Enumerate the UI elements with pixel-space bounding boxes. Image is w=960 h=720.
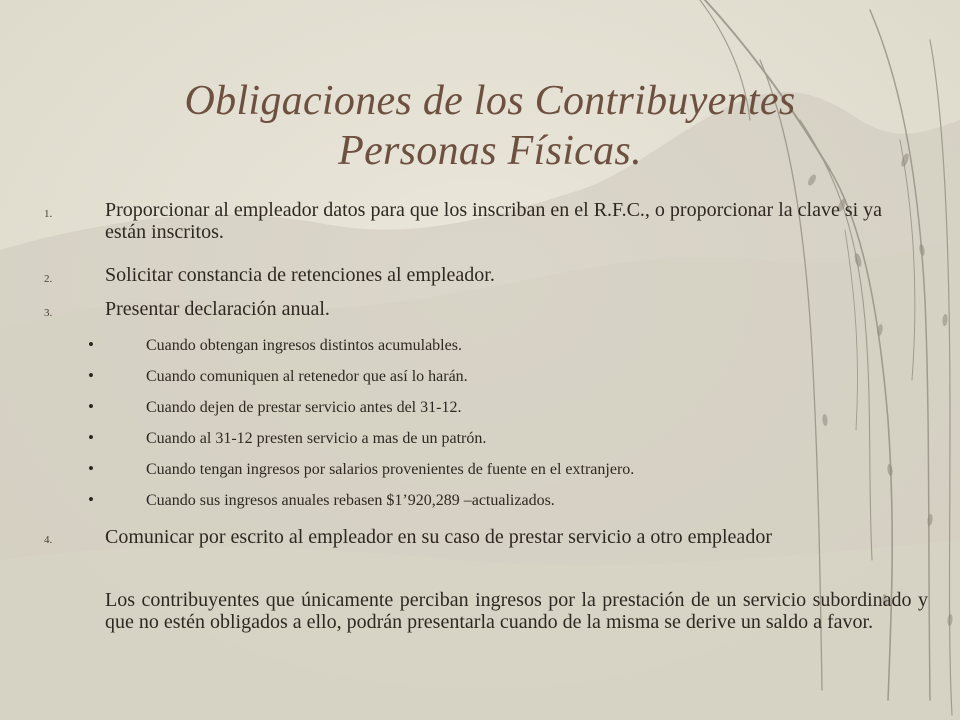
bullet-icon: • xyxy=(88,490,94,509)
list-item-text: Comunicar por escrito al empleador en su caso de prestar servicio a otro empleador xyxy=(105,526,772,548)
title-line-1: Obligaciones de los Contribuyentes xyxy=(184,78,796,124)
list-item-text: Proporcionar al empleador datos para que los inscriban en el R.F.C., o proporcionar la clave si ya están inscritos. xyxy=(105,199,883,243)
list-number: 4. xyxy=(44,534,53,546)
bullet-icon: • xyxy=(88,459,94,478)
sub-item-text: Cuando obtengan ingresos distintos acumulables. xyxy=(146,337,462,354)
closing-paragraph: Los contribuyentes que únicamente perciban ingresos por la prestación de un servicio subordinado y que no estén obligados a ello, podrán presentarla cuando de la misma se derive un saldo a favor. xyxy=(105,589,928,633)
bullet-icon: • xyxy=(88,428,94,447)
list-number: 3. xyxy=(44,307,53,319)
sub-item-text: Cuando dejen de prestar servicio antes del 31-12. xyxy=(146,399,462,416)
list-number: 2. xyxy=(44,273,53,285)
sub-item-text: Cuando al 31-12 presten servicio a mas de un patrón. xyxy=(146,430,487,447)
sub-item-text: Cuando comuniquen al retenedor que así lo harán. xyxy=(146,368,468,385)
title-line-2: Personas Físicas. xyxy=(338,128,642,174)
bullet-icon: • xyxy=(88,366,94,385)
list-number: 1. xyxy=(44,208,53,220)
sub-item-text: Cuando sus ingresos anuales rebasen $1’920,289 –actualizados. xyxy=(146,492,555,509)
list-item-text: Solicitar constancia de retenciones al empleador. xyxy=(105,264,495,286)
sub-item-text: Cuando tengan ingresos por salarios provenientes de fuente en el extranjero. xyxy=(146,461,635,478)
bullet-icon: • xyxy=(88,397,94,416)
list-item-text: Presentar declaración anual. xyxy=(105,298,330,320)
bullet-icon: • xyxy=(88,335,94,354)
